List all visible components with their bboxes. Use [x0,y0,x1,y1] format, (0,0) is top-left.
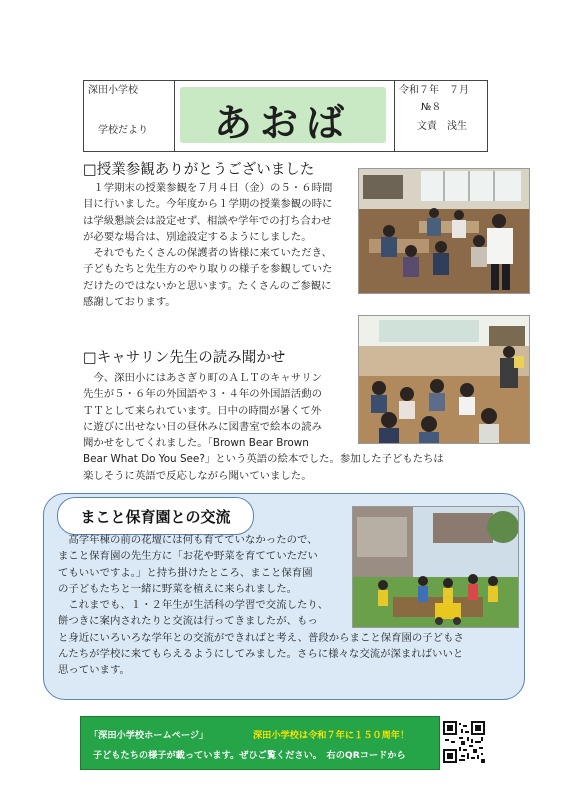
school-name: 深田小学校 [88,85,138,96]
section1-line: それでもたくさんの保護者の皆様に来ていただき、 [83,247,332,260]
section3-line: 高学年棟の前の花壇には何も育てていなかったので、 [58,534,318,546]
issue-author: 文責 浅生 [417,121,467,132]
homepage-banner [80,716,440,770]
section1-line: だけたのではないかと思います。たくさんのご参観に [83,279,332,292]
section3-line: まこと保育園の先生方に「お花や野菜を育てていただい [58,550,318,563]
section1-line: 目に行いました。今年度から１学期の授業参観の時に [83,198,333,211]
section1-line: １学期末の授業参観を７月４日（金）の５・６時間 [83,182,333,194]
section3-line: てもいいですよ。」と持ち掛けたところ、まこと保育園 [58,566,313,579]
section2-line: 聞かせをしてくれました。「Brown Bear Brown [83,437,309,450]
section3-line: の子どもたちと一緒に野菜を植えに来られました。 [58,582,297,595]
issue-date: 令和７年 ７月 [399,85,469,96]
section2-line: 先生が５・６年の外国語や３・４年の外国語活動の [83,388,322,401]
section2-line: ＴＴとして来られています。日中の時間が暑くて外 [83,404,322,417]
section2-line: 今、深田小にはあさぎり町のＡＬＴのキャサリン [83,372,322,384]
header-left-cell [84,81,175,151]
section3-line: 餅つきに案内されたりと交流は行ってきましたが、もっ [58,615,318,628]
homepage-label: 「深田小学校ホームページ」 [89,730,209,741]
header-title-cell [174,81,394,151]
qr-code-icon[interactable] [443,721,485,763]
section3-line: これまでも、１・２年生が生活科の学習で交流したり、 [58,599,329,612]
section1-line: は学級懇談会は設定せず、相談や学年での打ち合わせ [83,214,332,227]
section2-heading: □キャサリン先生の読み聞かせ [83,350,286,366]
issue-number: №８ [421,102,442,113]
title-band [180,87,386,143]
section2-line: に遊びに出せない日の昼休みに図書室で絵本の読み [83,420,322,433]
section1-line: が必要な場合は、別途設定するようにしました。 [83,230,312,243]
newsletter-header [83,80,488,152]
anniversary-label: 深田小学校は令和７年に１５０周年！ [253,730,410,741]
newsletter-label: 学校だより [98,125,148,136]
classroom-photo [358,168,530,294]
section2-line: Bear What Do You See?」という英語の絵本でした。参加した子どもたちは [83,453,444,466]
section2-line: 楽しそうに英語で反応しながら聞いていました。 [83,469,312,482]
section3-line: 思っています。 [58,664,130,677]
header-right-cell [394,81,488,151]
homepage-description: 子どもたちの様子が載っています。ぜひご覧ください。 右のQRコードから [93,750,406,761]
section1-body [83,180,358,310]
section3-line: と身近にいろいろな学年との交流ができればと考え、普段からまこと保育園の子どもさ [58,631,464,644]
library-reading-photo [358,315,530,444]
section3-heading: まこと保育園との交流 [80,508,231,526]
section3-body [58,532,518,679]
callout-heading-pill [57,497,254,535]
section1-line: 感謝しております。 [83,296,176,309]
section3-line: んたちが学校に来てもらえるようにしてみました。さらに様々な交流が深まればいいと [58,648,464,661]
section1-line: 子どもたちと先生方のやり取りの様子を参観していた [83,263,333,276]
newsletter-title: あおば [213,100,352,145]
section1-heading: □授業参観ありがとうございました [83,162,315,178]
